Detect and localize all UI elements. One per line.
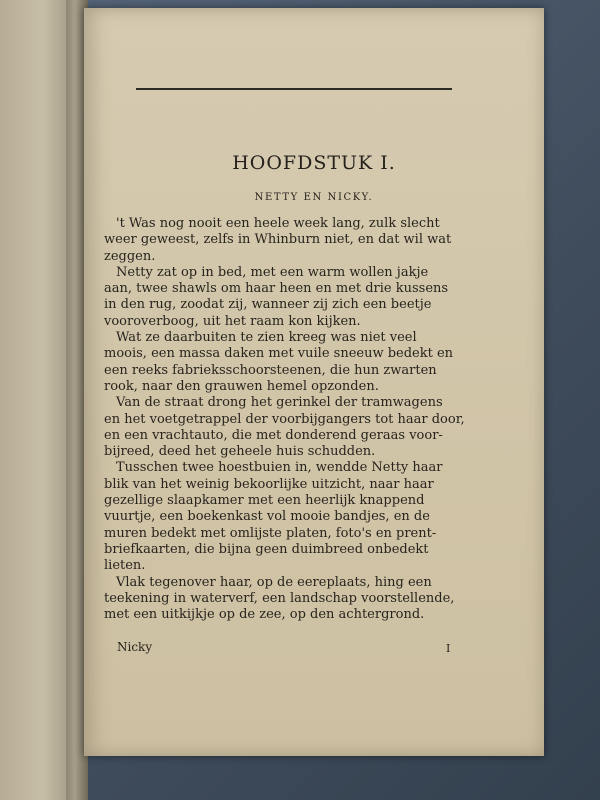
- text-line: bijreed, deed het geheele huis schudden.: [104, 444, 376, 460]
- text-line: Wat ze daarbuiten te zien kreeg was niet veel: [116, 330, 417, 346]
- text-line: muren bedekt met omlijste platen, foto's en prent-: [104, 525, 437, 541]
- header-rule: [136, 88, 452, 90]
- text-line: vuurtje, een boekenkast vol mooie bandjes, en de: [104, 509, 430, 525]
- text-line: vooroverboog, uit het raam kon kijken.: [104, 313, 361, 329]
- text-line: zeggen.: [104, 248, 156, 264]
- text-line: weer geweest, zelfs in Whinburn niet, en dat wil wat: [104, 232, 452, 248]
- text-line: Netty zat op in bed, met een warm wollen jakje: [116, 264, 429, 280]
- text-line: briefkaarten, die bijna geen duimbreed onbedekt: [104, 541, 429, 557]
- text-line: rook, naar den grauwen hemel opzonden.: [104, 378, 379, 394]
- chapter-heading: HOOFDSTUK I.: [232, 152, 396, 174]
- text-line: teekening in waterverf, een landschap voorstellende,: [104, 590, 455, 606]
- text-line: een reeks fabrieksschoorsteenen, die hun zwarten: [104, 362, 437, 378]
- text-line: gezellige slaapkamer met een heerlijk knappend: [104, 493, 425, 509]
- text-line: blik van het weinig bekoorlijke uitzicht, naar haar: [104, 476, 434, 492]
- text-line: en een vrachtauto, die met donderend geraas voor-: [104, 427, 443, 443]
- signature-mark: Nicky: [117, 640, 153, 654]
- text-line: met een uitkijkje op de zee, op den achtergrond.: [104, 607, 425, 623]
- text-line: Tusschen twee hoestbuien in, wendde Netty haar: [116, 460, 443, 476]
- text-line: 't Was nog nooit een heele week lang, zulk slecht: [116, 216, 440, 231]
- text-line: aan, twee shawls om haar heen en met drie kussens: [104, 281, 449, 297]
- chapter-subtitle: NETTY EN NICKY.: [254, 192, 374, 203]
- text-line: lieten.: [104, 558, 146, 574]
- text-line: en het voetgetrappel der voorbijgangers tot haar door,: [104, 411, 465, 427]
- text-line: Vlak tegenover haar, op de eereplaats, hing een: [116, 574, 432, 590]
- text-line: moois, een massa daken met vuile sneeuw bedekt en: [104, 346, 454, 362]
- body-text: [104, 216, 465, 623]
- text-line: in den rug, zoodat zij, wanneer zij zich een beetje: [104, 297, 432, 313]
- text-line: Van de straat drong het gerinkel der tramwagens: [116, 395, 443, 411]
- page-number: I: [446, 642, 451, 655]
